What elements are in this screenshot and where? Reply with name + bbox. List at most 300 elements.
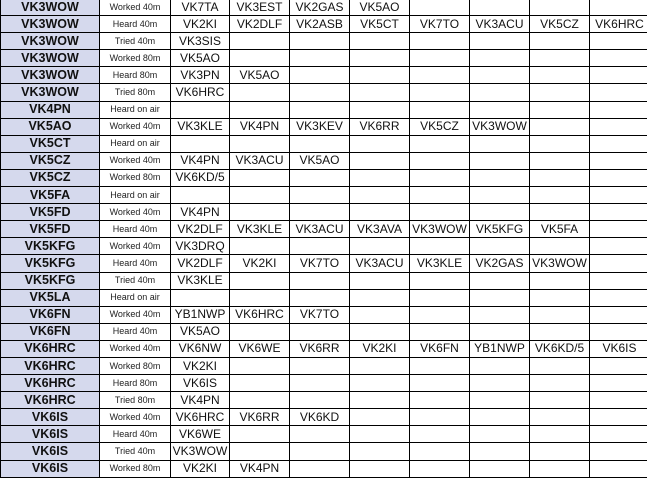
- contact-callsign-cell: [470, 0, 530, 16]
- contact-callsign-cell: [290, 426, 350, 443]
- contact-callsign-cell: VK2KI: [171, 357, 230, 374]
- contact-callsign-cell: [590, 67, 647, 84]
- contact-callsign-cell: [350, 187, 410, 204]
- contact-callsign-cell: [410, 306, 470, 323]
- contact-callsign-cell: [530, 272, 590, 289]
- station-callsign-cell: VK5KFG: [1, 255, 100, 272]
- contact-callsign-cell: VK3KLE: [171, 272, 230, 289]
- table-row: [1, 221, 647, 238]
- contact-callsign-cell: [290, 187, 350, 204]
- contact-callsign-cell: [530, 409, 590, 426]
- contact-callsign-cell: [350, 67, 410, 84]
- contact-status-cell: Worked 40m: [100, 118, 171, 135]
- contact-callsign-cell: [410, 289, 470, 306]
- contact-callsign-cell: [230, 204, 290, 221]
- contact-callsign-cell: [290, 204, 350, 221]
- contact-callsign-cell: VK2GAS: [290, 0, 350, 16]
- table-row: [1, 16, 647, 33]
- contact-status-cell: Heard on air: [100, 187, 171, 204]
- contact-callsign-cell: VK3KLE: [171, 118, 230, 135]
- contact-callsign-cell: [530, 187, 590, 204]
- contact-callsign-cell: VK5AO: [290, 152, 350, 169]
- contact-callsign-cell: [230, 289, 290, 306]
- contact-callsign-cell: VK2DLF: [171, 221, 230, 238]
- contact-callsign-cell: [590, 50, 647, 67]
- contact-callsign-cell: VK6FN: [410, 340, 470, 357]
- contact-callsign-cell: [350, 84, 410, 101]
- contact-callsign-cell: [350, 50, 410, 67]
- contact-callsign-cell: VK4PN: [230, 460, 290, 477]
- contact-callsign-cell: [530, 443, 590, 460]
- contact-callsign-cell: VK5AO: [171, 50, 230, 67]
- contact-callsign-cell: VK3PN: [171, 67, 230, 84]
- contact-callsign-cell: VK3KLE: [410, 255, 470, 272]
- table-row: [1, 306, 647, 323]
- contact-callsign-cell: [230, 33, 290, 50]
- contact-callsign-cell: [410, 152, 470, 169]
- contact-callsign-cell: [290, 272, 350, 289]
- contact-callsign-cell: YB1NWP: [470, 340, 530, 357]
- contact-callsign-cell: VK6NW: [171, 340, 230, 357]
- contact-callsign-cell: [410, 460, 470, 477]
- contact-callsign-cell: [410, 238, 470, 255]
- table-row: [1, 460, 647, 477]
- contact-callsign-cell: VK5FA: [530, 221, 590, 238]
- contact-callsign-cell: [530, 169, 590, 186]
- station-callsign-cell: VK5FD: [1, 221, 100, 238]
- contact-callsign-cell: [410, 443, 470, 460]
- contact-callsign-cell: VK4PN: [171, 152, 230, 169]
- contact-callsign-cell: [470, 33, 530, 50]
- contact-callsign-cell: [350, 152, 410, 169]
- contact-callsign-cell: [410, 135, 470, 152]
- contact-callsign-cell: [230, 272, 290, 289]
- contact-callsign-cell: VK6KD/5: [171, 169, 230, 186]
- contact-callsign-cell: [530, 323, 590, 340]
- contact-callsign-cell: VK6HRC: [590, 16, 647, 33]
- station-callsign-cell: VK5AO: [1, 118, 100, 135]
- contact-status-cell: Tried 40m: [100, 272, 171, 289]
- contact-callsign-cell: YB1NWP: [171, 306, 230, 323]
- table-row: [1, 238, 647, 255]
- contact-callsign-cell: [470, 135, 530, 152]
- contact-status-cell: Heard 40m: [100, 16, 171, 33]
- contact-callsign-cell: VK6IS: [590, 340, 647, 357]
- contact-callsign-cell: VK3KLE: [230, 221, 290, 238]
- contact-callsign-cell: [590, 375, 647, 392]
- contact-callsign-cell: [350, 460, 410, 477]
- contact-status-cell: Worked 40m: [100, 0, 171, 16]
- station-callsign-cell: VK3WOW: [1, 67, 100, 84]
- contact-callsign-cell: [590, 392, 647, 409]
- contact-callsign-cell: [230, 84, 290, 101]
- contact-callsign-cell: [530, 84, 590, 101]
- contact-callsign-cell: VK3ACU: [290, 221, 350, 238]
- station-callsign-cell: VK3WOW: [1, 50, 100, 67]
- contact-callsign-cell: [410, 426, 470, 443]
- contact-callsign-cell: VK5CT: [350, 16, 410, 33]
- contact-callsign-cell: VK6IS: [171, 375, 230, 392]
- contact-callsign-cell: [171, 135, 230, 152]
- contact-log-body: [1, 0, 647, 477]
- contact-callsign-cell: [410, 323, 470, 340]
- contact-status-cell: Worked 80m: [100, 50, 171, 67]
- contact-callsign-cell: [470, 409, 530, 426]
- contact-callsign-cell: [350, 443, 410, 460]
- contact-callsign-cell: [410, 204, 470, 221]
- contact-callsign-cell: [350, 357, 410, 374]
- table-row: [1, 323, 647, 340]
- contact-callsign-cell: [290, 135, 350, 152]
- contact-callsign-cell: [590, 101, 647, 118]
- contact-callsign-cell: [590, 255, 647, 272]
- table-row: [1, 33, 647, 50]
- table-row: [1, 443, 647, 460]
- table-row: [1, 357, 647, 374]
- contact-callsign-cell: [350, 272, 410, 289]
- contact-callsign-cell: [590, 118, 647, 135]
- contact-callsign-cell: [350, 306, 410, 323]
- contact-callsign-cell: VK2GAS: [470, 255, 530, 272]
- contact-callsign-cell: [230, 135, 290, 152]
- contact-callsign-cell: [470, 392, 530, 409]
- contact-callsign-cell: [470, 204, 530, 221]
- contact-callsign-cell: [530, 238, 590, 255]
- contact-callsign-cell: [290, 375, 350, 392]
- contact-callsign-cell: [290, 101, 350, 118]
- contact-callsign-cell: [470, 187, 530, 204]
- contact-callsign-cell: [410, 409, 470, 426]
- contact-callsign-cell: [290, 169, 350, 186]
- contact-callsign-cell: VK3WOW: [410, 221, 470, 238]
- station-callsign-cell: VK6HRC: [1, 340, 100, 357]
- contact-callsign-cell: [410, 375, 470, 392]
- contact-callsign-cell: [410, 67, 470, 84]
- contact-callsign-cell: [290, 84, 350, 101]
- contact-callsign-cell: [350, 409, 410, 426]
- contact-status-cell: Tried 80m: [100, 84, 171, 101]
- contact-callsign-cell: [530, 306, 590, 323]
- station-callsign-cell: VK5CZ: [1, 169, 100, 186]
- contact-callsign-cell: VK5AO: [350, 0, 410, 16]
- contact-status-cell: Worked 80m: [100, 357, 171, 374]
- contact-callsign-cell: [530, 289, 590, 306]
- table-row: [1, 340, 647, 357]
- contact-callsign-cell: [230, 357, 290, 374]
- contact-callsign-cell: [590, 443, 647, 460]
- contact-callsign-cell: [530, 392, 590, 409]
- table-row: [1, 50, 647, 67]
- contact-callsign-cell: VK7TO: [290, 306, 350, 323]
- contact-callsign-cell: VK6WE: [230, 340, 290, 357]
- contact-callsign-cell: [530, 152, 590, 169]
- contact-callsign-cell: VK6KD/5: [530, 340, 590, 357]
- station-callsign-cell: VK6IS: [1, 426, 100, 443]
- contact-callsign-cell: [410, 50, 470, 67]
- table-row: [1, 84, 647, 101]
- contact-callsign-cell: [290, 33, 350, 50]
- contact-callsign-cell: [230, 443, 290, 460]
- contact-callsign-cell: VK3WOW: [171, 443, 230, 460]
- contact-callsign-cell: VK4PN: [230, 118, 290, 135]
- contact-callsign-cell: VK5CZ: [530, 16, 590, 33]
- contact-callsign-cell: VK2KI: [171, 16, 230, 33]
- contact-callsign-cell: VK3DRQ: [171, 238, 230, 255]
- contact-callsign-cell: [290, 443, 350, 460]
- contact-callsign-cell: VK7TO: [410, 16, 470, 33]
- contact-callsign-cell: [590, 33, 647, 50]
- station-callsign-cell: VK3WOW: [1, 84, 100, 101]
- contact-callsign-cell: VK5AO: [171, 323, 230, 340]
- contact-callsign-cell: [590, 187, 647, 204]
- contact-callsign-cell: [470, 375, 530, 392]
- contact-callsign-cell: VK2KI: [171, 460, 230, 477]
- contact-callsign-cell: [530, 375, 590, 392]
- contact-callsign-cell: [590, 426, 647, 443]
- station-callsign-cell: VK3WOW: [1, 33, 100, 50]
- contact-callsign-cell: VK3ACU: [350, 255, 410, 272]
- contact-callsign-cell: [470, 169, 530, 186]
- contact-callsign-cell: VK3WOW: [530, 255, 590, 272]
- contact-callsign-cell: VK5CZ: [410, 118, 470, 135]
- contact-callsign-cell: [530, 135, 590, 152]
- contact-callsign-cell: VK3SIS: [171, 33, 230, 50]
- contact-callsign-cell: [590, 152, 647, 169]
- contact-callsign-cell: [230, 323, 290, 340]
- contact-callsign-cell: VK3WOW: [470, 118, 530, 135]
- contact-callsign-cell: VK6HRC: [230, 306, 290, 323]
- table-row: [1, 135, 647, 152]
- contact-callsign-cell: [470, 238, 530, 255]
- contact-callsign-cell: [470, 426, 530, 443]
- contact-callsign-cell: [410, 169, 470, 186]
- station-callsign-cell: VK5KFG: [1, 238, 100, 255]
- station-callsign-cell: VK5KFG: [1, 272, 100, 289]
- contact-callsign-cell: [290, 67, 350, 84]
- contact-callsign-cell: [350, 169, 410, 186]
- contact-callsign-cell: [530, 357, 590, 374]
- contact-callsign-cell: [530, 204, 590, 221]
- contact-callsign-cell: [350, 204, 410, 221]
- station-callsign-cell: VK6IS: [1, 443, 100, 460]
- contact-callsign-cell: [350, 375, 410, 392]
- contact-callsign-cell: [470, 306, 530, 323]
- contact-callsign-cell: [290, 460, 350, 477]
- contact-callsign-cell: [590, 135, 647, 152]
- contact-callsign-cell: [350, 289, 410, 306]
- table-row: [1, 392, 647, 409]
- contact-callsign-cell: [350, 238, 410, 255]
- contact-status-cell: Heard on air: [100, 101, 171, 118]
- contact-callsign-cell: [530, 0, 590, 16]
- contact-callsign-cell: VK2KI: [350, 340, 410, 357]
- contact-status-cell: Worked 80m: [100, 169, 171, 186]
- contact-callsign-cell: [350, 426, 410, 443]
- contact-callsign-cell: [530, 118, 590, 135]
- contact-callsign-cell: VK2ASB: [290, 16, 350, 33]
- contact-callsign-cell: [590, 323, 647, 340]
- contact-callsign-cell: VK3AVA: [350, 221, 410, 238]
- contact-callsign-cell: [590, 357, 647, 374]
- contact-status-cell: Heard on air: [100, 289, 171, 306]
- contact-callsign-cell: [590, 272, 647, 289]
- contact-callsign-cell: [230, 169, 290, 186]
- contact-callsign-cell: [230, 50, 290, 67]
- table-row: [1, 187, 647, 204]
- contact-callsign-cell: [590, 169, 647, 186]
- contact-callsign-cell: [590, 289, 647, 306]
- contact-callsign-cell: [230, 238, 290, 255]
- contact-status-cell: Worked 40m: [100, 204, 171, 221]
- table-row: [1, 375, 647, 392]
- station-callsign-cell: VK6FN: [1, 323, 100, 340]
- contact-callsign-cell: [590, 460, 647, 477]
- contact-callsign-cell: [230, 426, 290, 443]
- contact-callsign-cell: [350, 135, 410, 152]
- contact-callsign-cell: VK3ACU: [470, 16, 530, 33]
- contact-callsign-cell: [230, 375, 290, 392]
- contact-callsign-cell: [590, 409, 647, 426]
- contact-callsign-cell: [590, 84, 647, 101]
- contact-callsign-cell: VK3ACU: [230, 152, 290, 169]
- station-callsign-cell: VK3WOW: [1, 16, 100, 33]
- contact-callsign-cell: VK2DLF: [230, 16, 290, 33]
- contact-callsign-cell: [410, 187, 470, 204]
- contact-callsign-cell: [590, 238, 647, 255]
- contact-status-cell: Worked 40m: [100, 306, 171, 323]
- station-callsign-cell: VK5LA: [1, 289, 100, 306]
- contact-status-cell: Heard 80m: [100, 67, 171, 84]
- station-callsign-cell: VK4PN: [1, 101, 100, 118]
- contact-callsign-cell: [470, 460, 530, 477]
- contact-status-cell: Worked 40m: [100, 340, 171, 357]
- contact-callsign-cell: [290, 323, 350, 340]
- contact-callsign-cell: [410, 101, 470, 118]
- table-row: [1, 289, 647, 306]
- contact-callsign-cell: [350, 33, 410, 50]
- table-row: [1, 152, 647, 169]
- contact-status-cell: Heard 80m: [100, 375, 171, 392]
- contact-callsign-cell: [410, 33, 470, 50]
- contact-callsign-cell: [290, 392, 350, 409]
- station-callsign-cell: VK5FD: [1, 204, 100, 221]
- contact-callsign-cell: [590, 221, 647, 238]
- contact-callsign-cell: [171, 187, 230, 204]
- station-callsign-cell: VK6FN: [1, 306, 100, 323]
- contact-callsign-cell: [470, 357, 530, 374]
- contact-callsign-cell: [470, 84, 530, 101]
- station-callsign-cell: VK6HRC: [1, 392, 100, 409]
- contact-callsign-cell: VK5AO: [230, 67, 290, 84]
- contact-status-cell: Worked 40m: [100, 409, 171, 426]
- contact-callsign-cell: [530, 67, 590, 84]
- contact-callsign-cell: [290, 50, 350, 67]
- contact-status-cell: Tried 40m: [100, 443, 171, 460]
- table-row: [1, 101, 647, 118]
- contact-status-cell: Tried 80m: [100, 392, 171, 409]
- contact-callsign-cell: [470, 50, 530, 67]
- table-row: [1, 204, 647, 221]
- contact-callsign-cell: [230, 392, 290, 409]
- contact-callsign-cell: [530, 426, 590, 443]
- station-callsign-cell: VK5FA: [1, 187, 100, 204]
- contact-callsign-cell: [290, 238, 350, 255]
- contact-callsign-cell: [470, 443, 530, 460]
- contact-callsign-cell: [530, 33, 590, 50]
- contact-callsign-cell: VK7TA: [171, 0, 230, 16]
- contact-callsign-cell: [470, 152, 530, 169]
- table-row: [1, 0, 647, 16]
- contact-callsign-cell: VK2DLF: [171, 255, 230, 272]
- table-row: [1, 118, 647, 135]
- contact-callsign-cell: [530, 101, 590, 118]
- table-row: [1, 67, 647, 84]
- contact-callsign-cell: VK3KEV: [290, 118, 350, 135]
- station-callsign-cell: VK6HRC: [1, 357, 100, 374]
- contact-callsign-cell: VK5KFG: [470, 221, 530, 238]
- contact-status-cell: Worked 40m: [100, 152, 171, 169]
- contact-callsign-cell: [171, 289, 230, 306]
- contact-callsign-cell: [230, 101, 290, 118]
- station-callsign-cell: VK6HRC: [1, 375, 100, 392]
- contact-status-cell: Heard on air: [100, 135, 171, 152]
- contact-status-cell: Worked 40m: [100, 238, 171, 255]
- contact-callsign-cell: [590, 204, 647, 221]
- contact-callsign-cell: [290, 357, 350, 374]
- contact-callsign-cell: [171, 101, 230, 118]
- contact-callsign-cell: VK4PN: [171, 204, 230, 221]
- contact-status-cell: Heard 40m: [100, 255, 171, 272]
- table-row: [1, 169, 647, 186]
- station-callsign-cell: VK5CZ: [1, 152, 100, 169]
- contact-callsign-cell: [350, 101, 410, 118]
- contact-callsign-cell: VK2KI: [230, 255, 290, 272]
- contact-callsign-cell: [350, 392, 410, 409]
- contact-callsign-cell: [230, 187, 290, 204]
- contact-callsign-cell: VK6RR: [230, 409, 290, 426]
- table-row: [1, 272, 647, 289]
- contact-callsign-cell: VK6RR: [350, 118, 410, 135]
- table-row: [1, 426, 647, 443]
- station-callsign-cell: VK5CT: [1, 135, 100, 152]
- contact-callsign-cell: [410, 272, 470, 289]
- contact-callsign-cell: VK7TO: [290, 255, 350, 272]
- contact-callsign-cell: [410, 357, 470, 374]
- contact-status-cell: Heard 40m: [100, 426, 171, 443]
- contact-callsign-cell: VK6HRC: [171, 84, 230, 101]
- contact-callsign-cell: [470, 289, 530, 306]
- contact-callsign-cell: [410, 0, 470, 16]
- contact-callsign-cell: VK3EST: [230, 0, 290, 16]
- contact-callsign-cell: VK6WE: [171, 426, 230, 443]
- contact-callsign-cell: VK4PN: [171, 392, 230, 409]
- contact-status-cell: Tried 40m: [100, 33, 171, 50]
- contact-callsign-cell: [590, 0, 647, 16]
- contact-callsign-cell: VK6HRC: [171, 409, 230, 426]
- contact-callsign-cell: [590, 306, 647, 323]
- contact-status-cell: Heard 40m: [100, 221, 171, 238]
- contact-callsign-cell: [350, 323, 410, 340]
- contact-status-cell: Heard 40m: [100, 323, 171, 340]
- contact-callsign-cell: VK6RR: [290, 340, 350, 357]
- contact-callsign-cell: [530, 50, 590, 67]
- contact-callsign-cell: [410, 84, 470, 101]
- contact-callsign-cell: [470, 272, 530, 289]
- contact-callsign-cell: [530, 460, 590, 477]
- table-row: [1, 409, 647, 426]
- contact-callsign-cell: [470, 323, 530, 340]
- station-callsign-cell: VK3WOW: [1, 0, 100, 16]
